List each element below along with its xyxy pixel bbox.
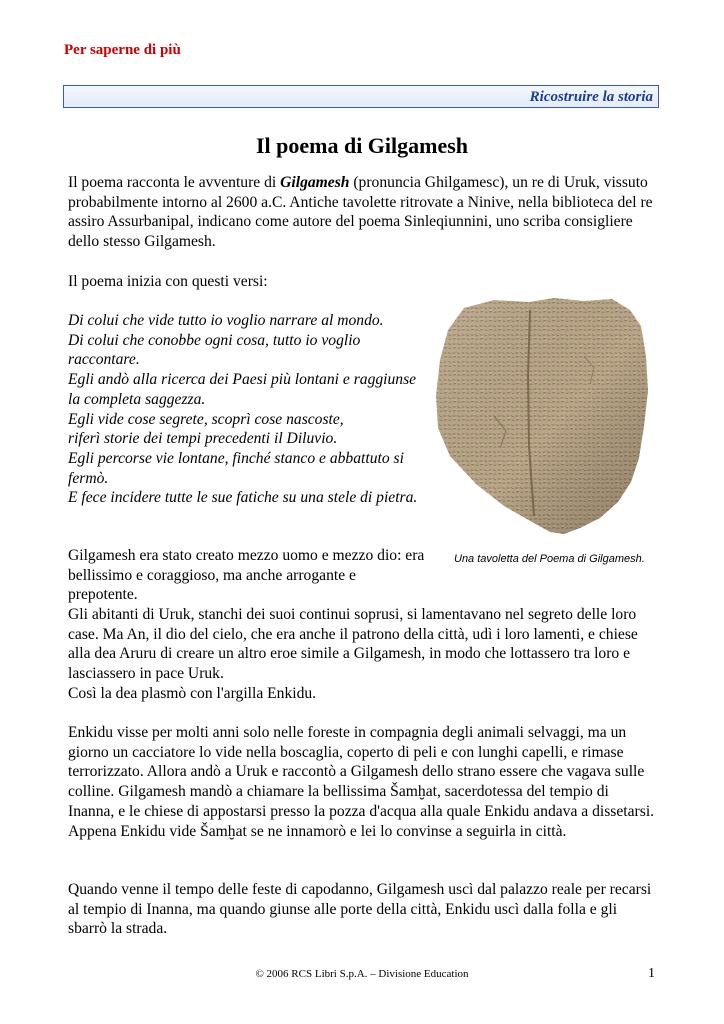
highlighted-name: Gilgamesh	[280, 174, 350, 191]
verse-line: E fece incidere tutte le sue fatiche su una stele di pietra.	[68, 489, 418, 507]
intro-text-start: Il poema racconta le avventure di	[68, 174, 281, 191]
paragraph-uruk-complaints: Gli abitanti di Uruk, stanchi dei suoi continui soprusi, si lamentavano nel segreto delle loro case. Ma An, il dio del cielo, che era anche il patrono della città, udì i loro lamenti, e chiese alla dea Aruru di creare un altro eroe simile a Gilgamesh, in modo che lottassero tra loro e lasciassero in pace Uruk.	[68, 606, 638, 683]
paragraph-enkidu-creation: Così la dea plasmò con l'argilla Enkidu.	[68, 685, 317, 702]
paragraph-gilgamesh-nature: Gilgamesh era stato creato mezzo uomo e mezzo dio: era bellissimo e coraggioso, ma anche arrogante e prepotente.	[68, 547, 425, 604]
poem-verses	[68, 311, 428, 508]
page-number: 1	[648, 966, 655, 981]
banner-label: Ricostruire la storia	[529, 89, 653, 105]
verses-intro: Il poema inizia con questi versi:	[68, 273, 268, 290]
intro-text-end: (pronuncia Ghilgamesc), un re di Uruk, vissuto probabilmente intorno al 2600 a.C. Antiche tavolette ritrovate a Ninive, nella biblioteca del re assiro Assurbanipal, indicano come autore del poema Sinleqiunnini, uno scriba consigliere dello stesso Gilgamesh.	[68, 174, 653, 251]
section-banner	[63, 85, 659, 108]
verse-line: Egli andò alla ricerca dei Paesi più lontani e raggiunse la completa saggezza.	[68, 371, 417, 408]
verse-line: Di colui che conobbe ogni cosa, tutto io voglio raccontare.	[68, 331, 361, 369]
tablet-image	[434, 296, 652, 539]
verse-line: riferì storie dei tempi precedenti il Diluvio.	[68, 430, 338, 448]
intro-paragraph	[68, 173, 658, 252]
footer-copyright: © 2006 RCS Libri S.p.A. – Divisione Education	[255, 968, 469, 980]
page-title: Il poema di Gilgamesh	[255, 133, 469, 158]
verse-line: Egli vide cose segrete, scoprì cose nascoste,	[68, 410, 344, 428]
paragraph-new-year: Quando venne il tempo delle feste di capodanno, Gilgamesh uscì dal palazzo reale per recarsi al tempio di Inanna, ma quando giunse alle porte della città, Enkidu uscì dalla folla e gli sbarrò la strada.	[68, 881, 652, 938]
section-kicker: Per saperne di più	[64, 42, 181, 58]
verse-line: Egli percorse vie lontane, finché stanco e abbattuto si fermò.	[68, 449, 404, 487]
verse-line: Di colui che vide tutto io voglio narrare al mondo.	[68, 312, 384, 329]
figure-caption: Una tavoletta del Poema di Gilgamesh.	[454, 553, 645, 565]
paragraph-enkidu: Enkidu visse per molti anni solo nelle foreste in compagnia degli animali selvaggi, ma un giorno un cacciatore lo vide nella boscaglia, coperto di peli e con lunghi capelli, e rimase terrorizzato. Allora andò a Uruk e raccontò a Gilgamesh dello strano essere che vagava sulle colline. Gilgamesh mandò a chiamare la bellissima Šamḫat, sacerdotessa del tempio di Inanna, e le chiese di appostarsi presso la pozza d'acqua alla quale Enkidu andava a dissetarsi. Appena Enkidu vide Šamḫat se ne innamorò e lei lo convinse a seguirla in città.	[68, 724, 655, 840]
